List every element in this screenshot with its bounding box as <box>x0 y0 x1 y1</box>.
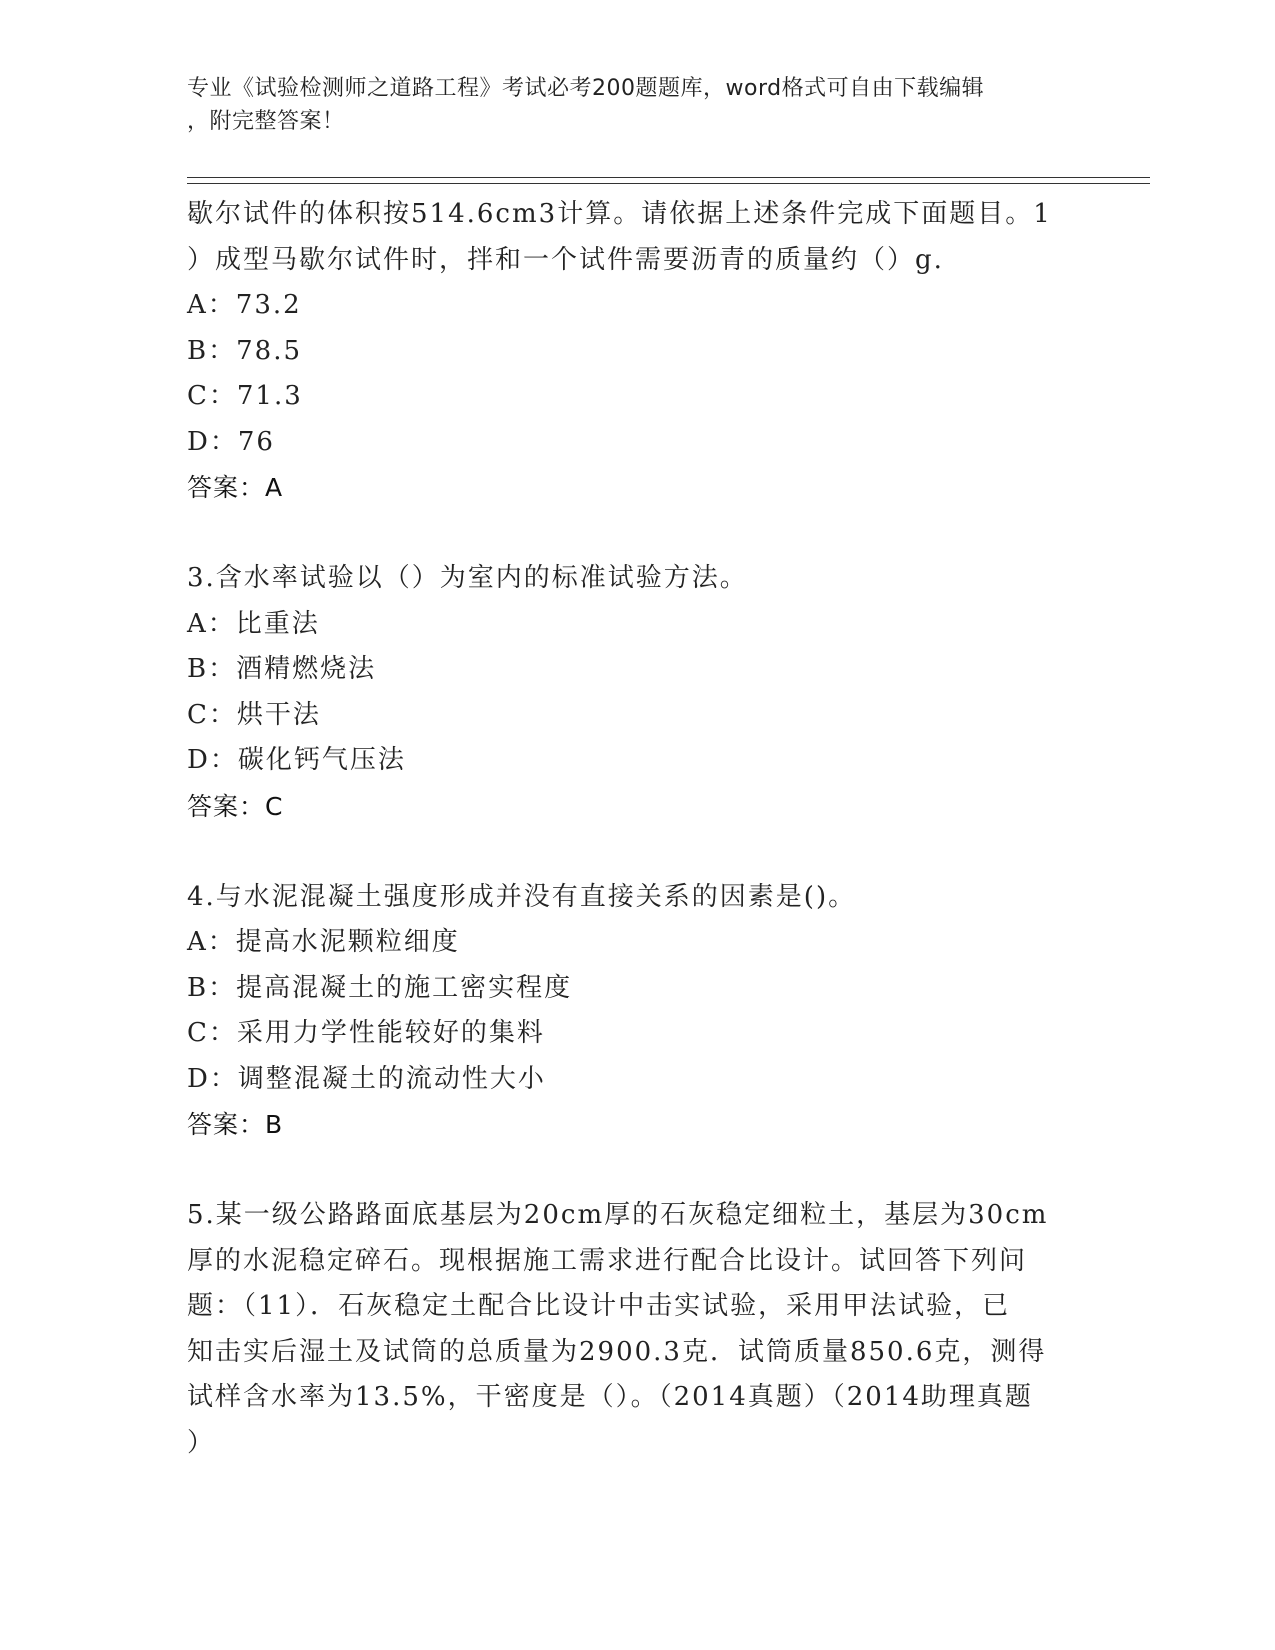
stem-line: 知击实后湿土及试筒的总质量为2900.3克．试筒质量850.6克，测得 <box>187 1336 1047 1367</box>
header-rule-top <box>187 177 1150 178</box>
question-block <box>187 556 1087 829</box>
stem-line: 3.含水率试验以（）为室内的标准试验方法。 <box>187 563 748 593</box>
option-d: D：76 <box>187 426 275 457</box>
question-stem <box>187 1193 1087 1466</box>
stem-line: ） <box>187 1427 216 1458</box>
question-block <box>187 1193 1087 1466</box>
option-c: C：71.3 <box>187 381 303 411</box>
option-c: C：烘干法 <box>187 699 321 730</box>
header-line-1: 专业《试验检测师之道路工程》考试必考200题题库，word格式可自由下载编辑 <box>187 76 985 101</box>
document-body <box>187 192 1087 1466</box>
question-stem <box>187 192 1087 283</box>
question-stem <box>187 556 1087 602</box>
question-block <box>187 192 1087 511</box>
option-a: A：比重法 <box>187 608 320 639</box>
header-line-2: ，附完整答案！ <box>187 109 345 134</box>
stem-line: 歇尔试件的体积按514.6cm3计算。请依据上述条件完成下面题目。1 <box>187 199 1052 229</box>
header-rule-bottom <box>187 183 1150 184</box>
option-b: B：酒精燃烧法 <box>187 654 377 684</box>
option-c: C：采用力学性能较好的集料 <box>187 1018 545 1048</box>
spacer <box>187 1148 1087 1194</box>
question-stem <box>187 875 1087 921</box>
answer-label: 答案：C <box>187 791 284 821</box>
stem-line: 题：（11）．石灰稳定土配合比设计中击实试验，采用甲法试验，已 <box>187 1291 1011 1321</box>
option-b: B：78.5 <box>187 335 302 366</box>
stem-line: 5.某一级公路路面底基层为20cm厚的石灰稳定细粒土，基层为30cm <box>187 1200 1049 1230</box>
spacer <box>187 511 1087 557</box>
option-a: A：提高水泥颗粒细度 <box>187 927 460 957</box>
question-block <box>187 875 1087 1148</box>
option-b: B：提高混凝土的施工密实程度 <box>187 972 573 1003</box>
stem-line: 厚的水泥稳定碎石。现根据施工需求进行配合比设计。试回答下列问 <box>187 1245 1028 1276</box>
spacer <box>187 829 1087 875</box>
answer-label: 答案：A <box>187 473 284 502</box>
answer-label: 答案：B <box>187 1110 284 1139</box>
document-header <box>187 72 1067 138</box>
stem-line: ）成型马歇尔试件时，拌和一个试件需要沥青的质量约（）g. <box>187 244 944 275</box>
stem-line: 4.与水泥混凝土强度形成并没有直接关系的因素是()。 <box>187 881 857 912</box>
option-d: D：调整混凝土的流动性大小 <box>187 1063 546 1094</box>
option-d: D：碳化钙气压法 <box>187 745 406 775</box>
stem-line: 试样含水率为13.5%，干密度是（）。（2014真题）（2014助理真题 <box>187 1382 1033 1412</box>
option-a: A：73.2 <box>187 290 302 320</box>
